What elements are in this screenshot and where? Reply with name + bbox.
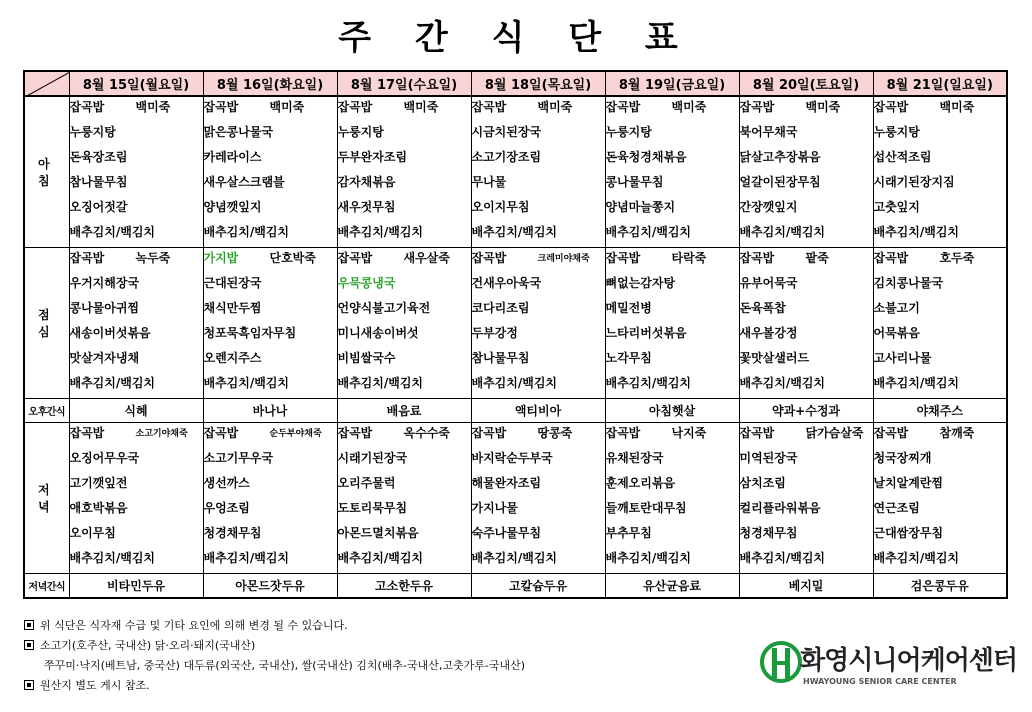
menu-item: 우엉조림 bbox=[203, 501, 250, 515]
menu-item: 누룽지탕 bbox=[605, 125, 652, 139]
snack-item: 아침햇살 bbox=[605, 399, 739, 423]
weekly-menu-table bbox=[23, 70, 1008, 599]
menu-item: 배추김치/백김치 bbox=[337, 225, 424, 239]
porridge-item: 백미죽 bbox=[135, 100, 171, 114]
menu-item: 청경채무침 bbox=[739, 526, 798, 540]
menu-item: 배추김치/백김치 bbox=[203, 376, 290, 390]
menu-item: 들깨토란대무침 bbox=[605, 501, 687, 515]
note-origin-meat: 소고기(호주산, 국내산) 닭·오리·돼지(국내산) bbox=[40, 639, 256, 652]
menu-item: 비빔쌀국수 bbox=[337, 351, 396, 365]
menu-item: 배추김치/백김치 bbox=[471, 376, 558, 390]
note-change: 위 식단은 식자재 수급 및 기타 요인에 의해 변경 될 수 있습니다. bbox=[40, 619, 348, 632]
menu-cell bbox=[605, 248, 739, 399]
porridge-item: 녹두죽 bbox=[135, 251, 171, 265]
menu-item: 양념깻잎지 bbox=[203, 200, 262, 214]
dinner-row bbox=[24, 423, 1007, 574]
rice-item: 잡곡밥 bbox=[203, 100, 239, 114]
menu-item: 소고기장조림 bbox=[471, 150, 542, 164]
menu-cell bbox=[739, 248, 873, 399]
menu-cell bbox=[337, 423, 471, 574]
menu-first-line bbox=[472, 423, 605, 448]
menu-item: 누룽지탕 bbox=[873, 125, 920, 139]
menu-first-line bbox=[472, 97, 605, 122]
menu-item: 새우살스크램블 bbox=[203, 175, 285, 189]
menu-item: 컬리플라워볶음 bbox=[739, 501, 821, 515]
rice-item: 잡곡밥 bbox=[605, 426, 641, 440]
menu-item: 부추무침 bbox=[605, 526, 652, 540]
porridge-item: 땅콩죽 bbox=[537, 426, 573, 440]
menu-item: 배추김치/백김치 bbox=[873, 551, 960, 565]
menu-item: 애호박볶음 bbox=[69, 501, 128, 515]
menu-first-line bbox=[204, 423, 337, 448]
menu-item: 미역된장국 bbox=[739, 451, 798, 465]
rice-item: 잡곡밥 bbox=[605, 251, 641, 265]
menu-cell bbox=[739, 96, 873, 248]
menu-item: 배추김치/백김치 bbox=[873, 376, 960, 390]
menu-item: 돈육폭찹 bbox=[739, 301, 786, 315]
menu-item: 섭산적조림 bbox=[873, 150, 932, 164]
bullet-icon bbox=[24, 620, 34, 630]
menu-first-line bbox=[70, 423, 203, 448]
porridge-item: 순두부야채죽 bbox=[269, 429, 322, 439]
menu-item: 카레라이스 bbox=[203, 150, 262, 164]
breakfast-row bbox=[24, 96, 1007, 248]
menu-item: 얼갈이된장무침 bbox=[739, 175, 821, 189]
menu-item: 배추김치/백김치 bbox=[605, 225, 692, 239]
note-origin-other: 쭈꾸미·낙지(베트남, 중국산) 대두류(외국산, 국내산), 쌀(국내산) 김치(배추-국내산,고춧가루-국내산) bbox=[44, 659, 526, 672]
menu-item: 오리주물럭 bbox=[337, 476, 396, 490]
menu-item: 두부완자조림 bbox=[337, 150, 408, 164]
snack-item: 고소한두유 bbox=[337, 574, 471, 598]
menu-cell bbox=[873, 96, 1007, 248]
menu-cell bbox=[337, 248, 471, 399]
porridge-item: 호두죽 bbox=[939, 251, 975, 265]
menu-item: 배추김치/백김치 bbox=[69, 551, 156, 565]
menu-item: 김치콩나물국 bbox=[873, 276, 944, 290]
menu-item: 어묵볶음 bbox=[873, 326, 920, 340]
menu-first-line bbox=[740, 248, 873, 273]
evening_snack-row bbox=[24, 574, 1007, 598]
porridge-item: 크레미야채죽 bbox=[537, 254, 590, 264]
menu-item: 오징어무우국 bbox=[69, 451, 140, 465]
menu-cell bbox=[873, 423, 1007, 574]
snack-item: 검은콩두유 bbox=[873, 574, 1007, 598]
rice-item: 잡곡밥 bbox=[739, 251, 775, 265]
menu-item: 가지나물 bbox=[471, 501, 518, 515]
center-logo-name: 화영시니어케어센터 bbox=[800, 646, 1018, 676]
bullet-icon bbox=[24, 680, 34, 690]
menu-item: 오렌지주스 bbox=[203, 351, 262, 365]
menu-item: 새송이버섯볶음 bbox=[69, 326, 151, 340]
menu-item: 청포묵흑임자무침 bbox=[203, 326, 297, 340]
menu-item: 양념마늘쫑지 bbox=[605, 200, 676, 214]
lunch-row bbox=[24, 248, 1007, 399]
menu-first-line bbox=[606, 423, 739, 448]
rice-item: 잡곡밥 bbox=[471, 100, 507, 114]
menu-item: 배추김치/백김치 bbox=[605, 551, 692, 565]
menu-item: 콩나물무침 bbox=[605, 175, 664, 189]
menu-item: 청경채무침 bbox=[203, 526, 262, 540]
rice-item: 잡곡밥 bbox=[605, 100, 641, 114]
menu-cell bbox=[739, 423, 873, 574]
porridge-item: 새우살죽 bbox=[403, 251, 450, 265]
snack-item: 유산균음료 bbox=[605, 574, 739, 598]
menu-cell bbox=[337, 96, 471, 248]
snack-item: 아몬드잣두유 bbox=[203, 574, 337, 598]
menu-item: 배추김치/백김치 bbox=[739, 225, 826, 239]
menu-item: 배추김치/백김치 bbox=[739, 551, 826, 565]
menu-item: 참나물무침 bbox=[69, 175, 128, 189]
menu-item: 고춧잎지 bbox=[873, 200, 920, 214]
rice-item: 잡곡밥 bbox=[873, 426, 909, 440]
meal-label: 아 침 bbox=[24, 96, 69, 248]
menu-item: 근대된장국 bbox=[203, 276, 262, 290]
menu-cell bbox=[203, 96, 337, 248]
menu-item: 청국장찌개 bbox=[873, 451, 932, 465]
porridge-item: 단호박죽 bbox=[269, 251, 316, 265]
menu-item: 날치알계란찜 bbox=[873, 476, 944, 490]
menu-item: 오이무침 bbox=[69, 526, 116, 540]
menu-item: 시금치된장국 bbox=[471, 125, 542, 139]
menu-item: 바지락순두부국 bbox=[471, 451, 553, 465]
porridge-item: 백미죽 bbox=[939, 100, 975, 114]
menu-item: 언양식불고기육전 bbox=[337, 301, 431, 315]
rice-item: 잡곡밥 bbox=[471, 426, 507, 440]
menu-cell bbox=[605, 423, 739, 574]
meal-label: 저 녁 bbox=[24, 423, 69, 574]
porridge-item: 팥죽 bbox=[805, 251, 829, 265]
menu-cell bbox=[873, 248, 1007, 399]
diagonal-line-icon bbox=[25, 72, 70, 97]
menu-first-line bbox=[204, 97, 337, 122]
menu-item: 배추김치/백김치 bbox=[69, 376, 156, 390]
porridge-item: 참깨죽 bbox=[939, 426, 975, 440]
menu-first-line bbox=[204, 248, 337, 273]
rice-item: 잡곡밥 bbox=[203, 426, 239, 440]
rice-item: 잡곡밥 bbox=[739, 100, 775, 114]
snack-item: 베지밀 bbox=[739, 574, 873, 598]
day-header: 8월 21일(일요일) bbox=[873, 71, 1007, 96]
menu-item: 돈육청경채볶음 bbox=[605, 150, 687, 164]
menu-item: 코다리조림 bbox=[471, 301, 530, 315]
menu-item: 배추김치/백김치 bbox=[337, 551, 424, 565]
porridge-item: 타락죽 bbox=[671, 251, 707, 265]
porridge-item: 낙지죽 bbox=[671, 426, 707, 440]
menu-item: 콩나물아귀찜 bbox=[69, 301, 140, 315]
day-header: 8월 20일(토요일) bbox=[739, 71, 873, 96]
snack-item: 바나나 bbox=[203, 399, 337, 423]
menu-cell bbox=[69, 423, 203, 574]
page-title: 주 간 식 단 표 bbox=[338, 18, 694, 58]
menu-first-line bbox=[338, 97, 471, 122]
menu-item: 배추김치/백김치 bbox=[69, 225, 156, 239]
menu-item: 배추김치/백김치 bbox=[605, 376, 692, 390]
menu-item: 생선까스 bbox=[203, 476, 250, 490]
menu-first-line bbox=[70, 97, 203, 122]
menu-cell bbox=[203, 423, 337, 574]
day-header: 8월 18일(목요일) bbox=[471, 71, 605, 96]
menu-cell bbox=[471, 248, 605, 399]
menu-cell bbox=[69, 96, 203, 248]
menu-item: 우거지해장국 bbox=[69, 276, 140, 290]
menu-item: 도토리묵무침 bbox=[337, 501, 408, 515]
menu-cell bbox=[203, 248, 337, 399]
header-row bbox=[24, 71, 1007, 96]
menu-item: 노각무침 bbox=[605, 351, 652, 365]
rice-item: 잡곡밥 bbox=[69, 251, 105, 265]
menu-item: 두부강정 bbox=[471, 326, 518, 340]
menu-item: 해물완자조림 bbox=[471, 476, 542, 490]
menu-first-line bbox=[70, 248, 203, 273]
snack-item: 고칼슘두유 bbox=[471, 574, 605, 598]
snack-item: 배음료 bbox=[337, 399, 471, 423]
rice-item: 잡곡밥 bbox=[873, 100, 909, 114]
menu-item: 건새우아욱국 bbox=[471, 276, 542, 290]
menu-item: 소불고기 bbox=[873, 301, 920, 315]
note-origin-ref: 원산지 별도 게시 참조. bbox=[40, 679, 150, 692]
rice-item: 잡곡밥 bbox=[69, 100, 105, 114]
menu-first-line bbox=[606, 248, 739, 273]
rice-item: 잡곡밥 bbox=[69, 426, 105, 440]
menu-item: 연근조림 bbox=[873, 501, 920, 515]
menu-item: 고사리나물 bbox=[873, 351, 932, 365]
menu-item: 무나물 bbox=[471, 175, 507, 189]
porridge-item: 백미죽 bbox=[671, 100, 707, 114]
menu-item: 훈제오리볶음 bbox=[605, 476, 676, 490]
menu-item: 삼치조림 bbox=[739, 476, 786, 490]
menu-item: 맛살겨자냉채 bbox=[69, 351, 140, 365]
menu-first-line bbox=[874, 97, 1007, 122]
bullet-icon bbox=[24, 640, 34, 650]
menu-first-line bbox=[740, 97, 873, 122]
day-header: 8월 17일(수요일) bbox=[337, 71, 471, 96]
menu-first-line bbox=[472, 248, 605, 273]
menu-cell bbox=[605, 96, 739, 248]
menu-item: 배추김치/백김치 bbox=[873, 225, 960, 239]
menu-item: 배추김치/백김치 bbox=[739, 376, 826, 390]
menu-first-line bbox=[740, 423, 873, 448]
porridge-item: 옥수수죽 bbox=[403, 426, 450, 440]
porridge-item: 백미죽 bbox=[269, 100, 305, 114]
menu-item: 꽃맛살샐러드 bbox=[739, 351, 810, 365]
snack-item: 액티비아 bbox=[471, 399, 605, 423]
snack-item: 비타민두유 bbox=[69, 574, 203, 598]
menu-item: 새우젓무침 bbox=[337, 200, 396, 214]
rice-item: 잡곡밥 bbox=[873, 251, 909, 265]
menu-item: 오징어젓갈 bbox=[69, 200, 128, 214]
menu-item: 배추김치/백김치 bbox=[471, 225, 558, 239]
menu-item: 뼈없는감자탕 bbox=[605, 276, 676, 290]
snack-item: 식혜 bbox=[69, 399, 203, 423]
menu-item: 우묵콩냉국 bbox=[337, 276, 396, 290]
rice-item: 잡곡밥 bbox=[739, 426, 775, 440]
menu-first-line bbox=[338, 248, 471, 273]
rice-item: 잡곡밥 bbox=[471, 251, 507, 265]
menu-first-line bbox=[874, 248, 1007, 273]
rice-item: 잡곡밥 bbox=[337, 251, 373, 265]
afternoon_snack-row bbox=[24, 399, 1007, 423]
menu-cell bbox=[69, 248, 203, 399]
menu-item: 새우볼강정 bbox=[739, 326, 798, 340]
menu-item: 누룽지탕 bbox=[69, 125, 116, 139]
porridge-item: 닭가슴살죽 bbox=[805, 426, 864, 440]
porridge-item: 백미죽 bbox=[403, 100, 439, 114]
menu-item: 배추김치/백김치 bbox=[337, 376, 424, 390]
snack-label: 저녁간식 bbox=[24, 574, 69, 598]
meal-label: 점 심 bbox=[24, 248, 69, 399]
menu-item: 시래기된장지짐 bbox=[873, 175, 955, 189]
menu-item: 북어무채국 bbox=[739, 125, 798, 139]
menu-item: 미니새송이버섯 bbox=[337, 326, 419, 340]
menu-item: 소고기무우국 bbox=[203, 451, 274, 465]
menu-item: 돈육장조림 bbox=[69, 150, 128, 164]
menu-cell bbox=[471, 423, 605, 574]
menu-item: 간장깻잎지 bbox=[739, 200, 798, 214]
menu-first-line bbox=[606, 97, 739, 122]
porridge-item: 백미죽 bbox=[537, 100, 573, 114]
snack-item: 약과+수정과 bbox=[739, 399, 873, 423]
day-header: 8월 16일(화요일) bbox=[203, 71, 337, 96]
porridge-item: 소고기야채죽 bbox=[135, 429, 188, 439]
menu-item: 유채된장국 bbox=[605, 451, 664, 465]
corner-cell bbox=[24, 71, 69, 96]
rice-item: 가지밥 bbox=[203, 251, 239, 265]
menu-item: 감자채볶음 bbox=[337, 175, 396, 189]
menu-item: 근대쌈장무침 bbox=[873, 526, 944, 540]
menu-item: 참나물무침 bbox=[471, 351, 530, 365]
menu-cell bbox=[471, 96, 605, 248]
snack-item: 야채주스 bbox=[873, 399, 1007, 423]
rice-item: 잡곡밥 bbox=[337, 426, 373, 440]
menu-first-line bbox=[874, 423, 1007, 448]
day-header: 8월 19일(금요일) bbox=[605, 71, 739, 96]
menu-item: 누룽지탕 bbox=[337, 125, 384, 139]
menu-item: 맑은콩나물국 bbox=[203, 125, 274, 139]
snack-label: 오후간식 bbox=[24, 399, 69, 423]
menu-item: 메밀전병 bbox=[605, 301, 652, 315]
porridge-item: 백미죽 bbox=[805, 100, 841, 114]
notes bbox=[24, 616, 525, 696]
menu-item: 느타리버섯볶음 bbox=[605, 326, 687, 340]
menu-item: 배추김치/백김치 bbox=[471, 551, 558, 565]
menu-item: 시래기된장국 bbox=[337, 451, 408, 465]
menu-item: 고기깻잎전 bbox=[69, 476, 128, 490]
day-header: 8월 15일(월요일) bbox=[69, 71, 203, 96]
menu-item: 숙주나물무침 bbox=[471, 526, 542, 540]
menu-item: 배추김치/백김치 bbox=[203, 225, 290, 239]
center-logo-subtitle: HWAYOUNG SENIOR CARE CENTER bbox=[803, 677, 957, 686]
menu-item: 배추김치/백김치 bbox=[203, 551, 290, 565]
menu-first-line bbox=[338, 423, 471, 448]
menu-item: 채식만두찜 bbox=[203, 301, 262, 315]
menu-item: 오이지무침 bbox=[471, 200, 530, 214]
rice-item: 잡곡밥 bbox=[337, 100, 373, 114]
menu-item: 아몬드멸치볶음 bbox=[337, 526, 419, 540]
menu-item: 유부어묵국 bbox=[739, 276, 798, 290]
menu-item: 닭살고추장볶음 bbox=[739, 150, 821, 164]
